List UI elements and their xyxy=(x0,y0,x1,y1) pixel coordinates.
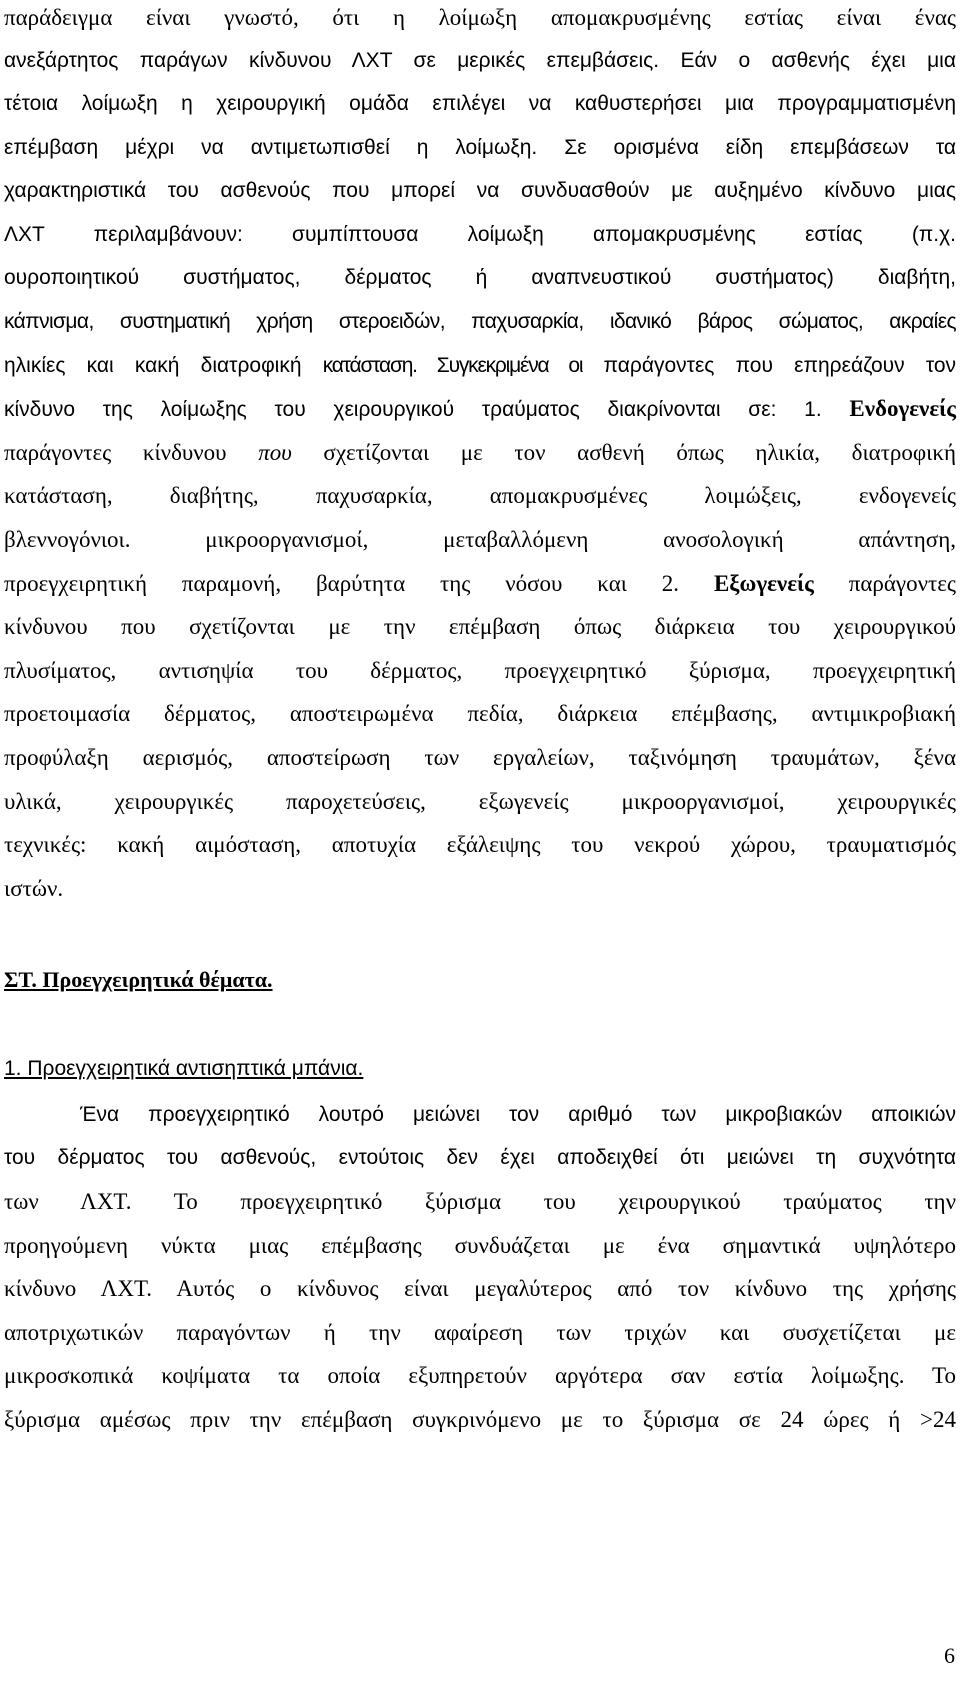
paragraph-line: προφύλαξη αερισμός, αποστείρωση των εργαλείων, ταξινόμηση τραυμάτων, ξένα xyxy=(4,745,956,770)
paragraph-line: Ένα προεγχειρητικό λουτρό μειώνει τον αριθμό των μικροβιακών αποικιών xyxy=(80,1103,956,1126)
paragraph-line: χαρακτηριστικά του ασθενούς που μπορεί να συνδυασθούν με αυξημένο κίνδυνο μιας xyxy=(4,179,956,202)
paragraph-line: τεχνικές: κακή αιμόσταση, αποτυχία εξάλειψης του νεκρού χώρου, τραυματισμός xyxy=(4,832,956,857)
paragraph-line: κίνδυνου που σχετίζονται με την επέμβαση όπως διάρκεια του χειρουργικού xyxy=(4,614,956,639)
paragraph-line: επέμβαση μέχρι να αντιμετωπισθεί η λοίμωξη. Σε ορισμένα είδη επεμβάσεων τα xyxy=(4,136,956,159)
paragraph-line: ΛΧΤ περιλαμβάνουν: συμπίπτουσα λοίμωξη απομακρυσμένης εστίας (π.χ. xyxy=(4,223,956,246)
text-run: παράγοντες που επηρεάζουν τον xyxy=(582,354,957,377)
paragraph-line: ξύρισμα αμέσως πριν την επέμβαση συγκρινόμενο με το ξύρισμα σε 24 ώρες ή >24 xyxy=(4,1407,956,1432)
paragraph-line: αποτριχωτικών παραγόντων ή την αφαίρεση των τριχών και συσχετίζεται με xyxy=(4,1320,956,1345)
text-run: παράγοντες xyxy=(813,571,957,596)
text-run: παράγοντες κίνδυνου xyxy=(4,440,259,465)
text-run: κίνδυνο της λοίμωξης του χειρουργικού τραύματος διακρίνονται σε: 1. xyxy=(4,398,850,421)
paragraph-line: πλυσίματος, αντισηψία του δέρματος, προεγχειρητικό ξύρισμα, προεγχειρητική xyxy=(4,658,956,683)
paragraph-line xyxy=(4,396,956,423)
paragraph-line xyxy=(4,440,956,466)
paragraph-line: των ΛΧΤ. Το προεγχειρητικό ξύρισμα του χειρουργικού τραύματος την xyxy=(4,1189,956,1214)
paragraph-line: κίνδυνο ΛΧΤ. Αυτός ο κίνδυνος είναι μεγαλύτερος από τον κίνδυνο της χρήσης xyxy=(4,1276,956,1301)
bold-term: Ενδογενείς xyxy=(849,396,956,421)
text-run: κατάσταση. Συγκεκριμένα οι xyxy=(322,354,583,377)
text-run: προεγχειρητική παραμονή, βαρύτητα της νόσου και 2. xyxy=(4,571,714,596)
paragraph-line: βλεννογόνιοι. μικροοργανισμοί, μεταβαλλόμενη ανοσολογική απάντηση, xyxy=(4,527,956,552)
italic-term: που xyxy=(258,440,292,465)
section-heading: ΣΤ. Προεγχειρητικά θέματα. xyxy=(4,967,273,992)
page-number: 6 xyxy=(944,1643,955,1668)
paragraph-line: ανεξάρτητος παράγων κίνδυνου ΛΧΤ σε μερικές επεμβάσεις. Εάν ο ασθενής έχει μια xyxy=(4,49,956,72)
paragraph-line xyxy=(4,353,956,379)
paragraph-line: κατάσταση, διαβήτης, παχυσαρκία, απομακρυσμένες λοιμώξεις, ενδογενείς xyxy=(4,483,956,508)
text-run: ηλικίες και κακή διατροφική xyxy=(4,354,323,377)
paragraph-line: υλικά, χειρουργικές παροχετεύσεις, εξωγενείς μικροοργανισμοί, χειρουργικές xyxy=(4,789,956,814)
paragraph-line: ιστών. xyxy=(4,876,64,901)
paragraph-line: τέτοια λοίμωξη η χειρουργική ομάδα επιλέγει να καθυστερήσει μια προγραμματισμένη xyxy=(4,92,956,115)
bold-term: Εξωγενείς xyxy=(713,571,814,596)
paragraph-line: κάπνισμα, συστηματική χρήση στεροειδών, παχυσαρκία, ιδανικό βάρος σώματος, ακραίες xyxy=(4,310,956,333)
paragraph-line: προετοιμασία δέρματος, αποστειρωμένα πεδία, διάρκεια επέμβασης, αντιμικροβιακή xyxy=(4,701,956,726)
paragraph-line: του δέρματος του ασθενούς, εντούτοις δεν έχει αποδειχθεί ότι μειώνει τη συχνότητα xyxy=(4,1146,956,1169)
paragraph-line: προηγούμενη νύκτα μιας επέμβασης συνδυάζεται με ένα σημαντικά υψηλότερο xyxy=(4,1233,956,1258)
paragraph-line: ουροποιητικού συστήματος, δέρματος ή αναπνευστικού συστήματος) διαβήτη, xyxy=(4,266,956,289)
subsection-heading: 1. Προεγχειρητικά αντισηπτικά μπάνια. xyxy=(4,1057,364,1080)
paragraph-line: παράδειγμα είναι γνωστό, ότι η λοίμωξη απομακρυσμένης εστίας είναι ένας xyxy=(4,5,956,30)
paragraph-line xyxy=(4,571,956,597)
text-run: σχετίζονται με τον ασθενή όπως ηλικία, διατροφική xyxy=(291,440,956,465)
paragraph-line: μικροσκοπικά κοψίματα τα οποία εξυπηρετούν αργότερα σαν εστία λοίμωξης. Το xyxy=(4,1363,956,1388)
